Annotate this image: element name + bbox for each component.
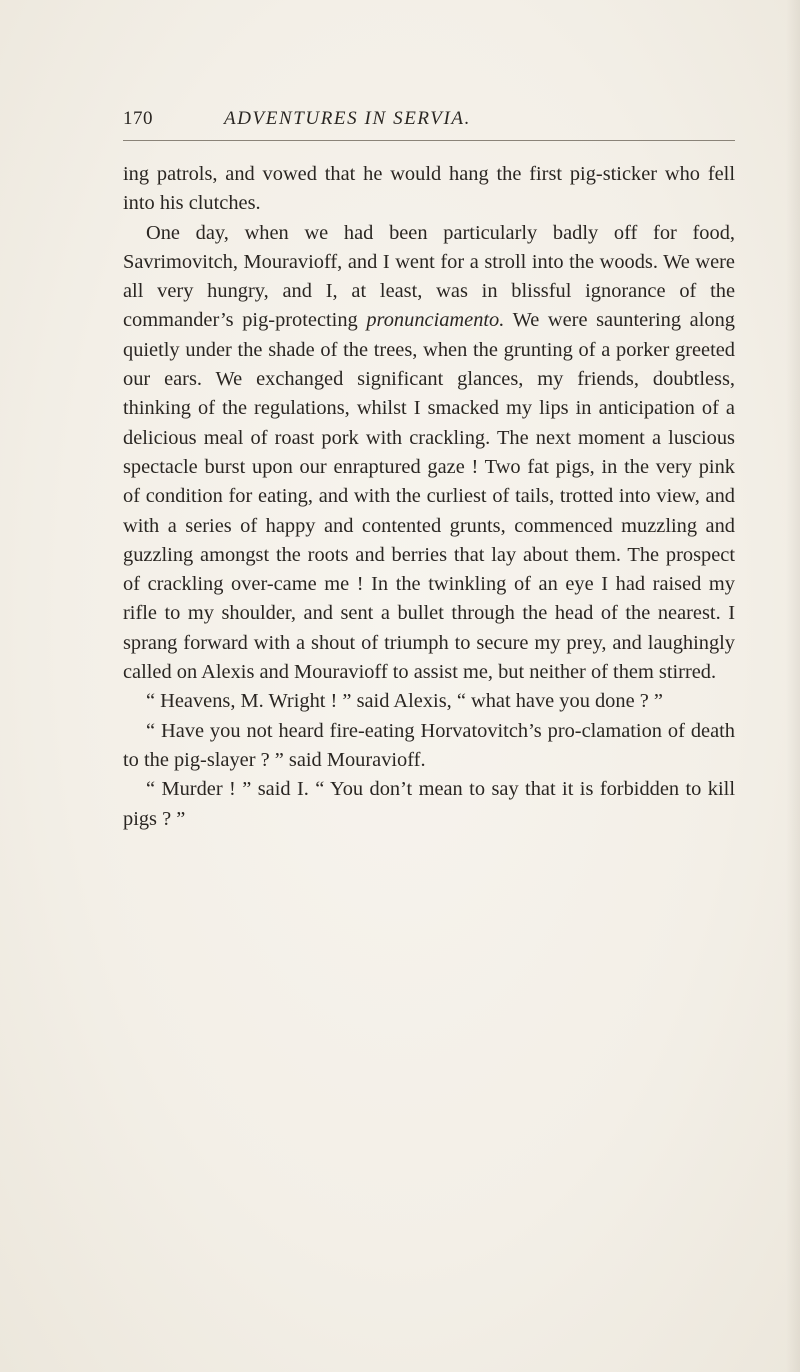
italic-word: pronunciamento. (366, 309, 505, 332)
paragraph-murder: “ Murder ! ” said I. “ You don’t mean to say that it is forbidden to kill pigs ? ” (123, 778, 735, 830)
body-text (123, 160, 735, 834)
page-header (123, 108, 735, 142)
paragraph-continued: ing patrols, and vowed that he would hang the first pig-sticker who fell into his clutches. (123, 163, 735, 215)
paragraph-alexis: “ Heavens, M. Wright ! ” said Alexis, “ what have you done ? ” (146, 690, 663, 713)
page-edge-shadow (786, 0, 800, 1372)
paragraph-stroll (123, 219, 735, 688)
paragraph-stroll-text-a: One day, when we had been particularly badly off for food, Savrimovitch, Mouravioff, and I went for a stroll into the woods. We were all very hungry, and I, at least, was in blissful ignorance of the commander’s pig-protecting (123, 221, 735, 332)
running-title: ADVENTURES IN SERVIA. (224, 108, 471, 129)
paragraph-stroll-text-b: We were sauntering along quietly under the shade of the trees, when the grunting of a porker greeted our ears. We exchanged significant glances, my friends, doubtless, thinking of the regulations, whilst I smacked my lips in anticipation of a delicious meal of roast pork with crackling. The next moment a luscious spectacle burst upon our enraptured gaze ! Two fat pigs, in the very pink of condition for eating, and with the curliest of tails, trotted into view, and with a series of happy and contented grunts, commenced muzzling and guzzling amongst the roots and berries that lay about them. The prospect of crackling over-came me ! In the twinkling of an eye I had raised my rifle to my shoulder, and sent a bullet through the head of the nearest. I sprang forward with a shout of triumph to secure my prey, and laughingly called on Alexis and Mouravioff to assist me, but neither of them stirred. (123, 309, 735, 684)
page-number: 170 (123, 108, 153, 129)
paragraph-mouravioff: “ Have you not heard fire-eating Horvatovitch’s pro-clamation of death to the pig-slayer ? ” said Mouravioff. (123, 719, 735, 771)
header-rule (123, 140, 735, 141)
